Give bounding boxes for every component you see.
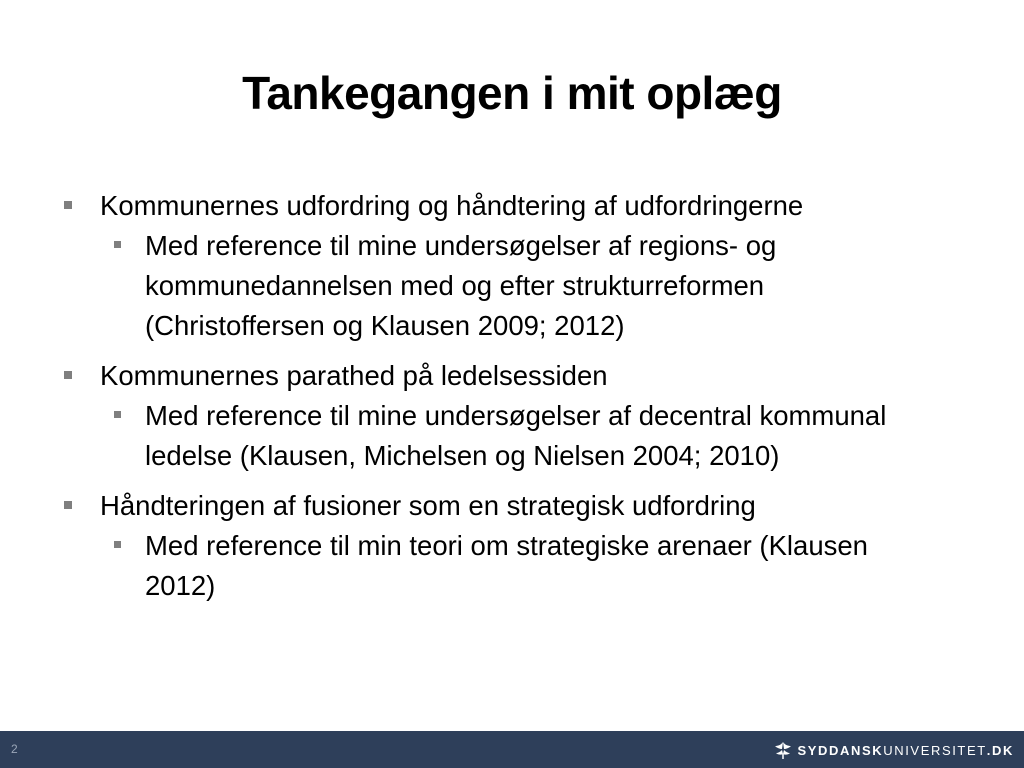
sub-bullet-item-1 (145, 226, 935, 346)
square-bullet-icon (64, 201, 72, 209)
logo-text-suffix: .DK (986, 742, 1014, 758)
bullet-text: Håndteringen af fusioner som en strategisk udfordring (100, 490, 756, 521)
sdu-bird-icon (773, 740, 793, 760)
logo-text-light: UNIVERSITET (883, 742, 987, 758)
sub-bullet-item-2 (145, 396, 935, 476)
bullet-item-2 (100, 356, 960, 396)
square-bullet-icon (64, 501, 72, 509)
sub-bullet-item-3 (145, 526, 935, 606)
sdu-logo (773, 740, 1014, 760)
footer-bar (0, 731, 1024, 768)
bullet-item-3 (100, 486, 960, 526)
square-bullet-icon (114, 411, 121, 418)
page-number: 2 (11, 742, 18, 756)
bullet-text: Kommunernes udfordring og håndtering af udfordringerne (100, 190, 804, 221)
sub-bullet-text: Med reference til mine undersøgelser af regions- og kommunedannelsen med og efter strukturreformen (Christoffersen og Klausen 2009; 2012) (145, 230, 777, 341)
sub-bullet-text: Med reference til mine undersøgelser af decentral kommunal ledelse (Klausen, Michelsen og Nielsen 2004; 2010) (145, 400, 887, 471)
square-bullet-icon (114, 541, 121, 548)
square-bullet-icon (114, 241, 121, 248)
bullet-list (0, 186, 1024, 606)
bullet-item-1 (100, 186, 960, 226)
sub-bullet-text: Med reference til min teori om strategiske arenaer (Klausen 2012) (145, 530, 868, 601)
logo-text-bold: SYDDANSK (797, 742, 884, 758)
square-bullet-icon (64, 371, 72, 379)
slide-title: Tankegangen i mit oplæg (242, 67, 782, 119)
bullet-text: Kommunernes parathed på ledelsessiden (100, 360, 608, 391)
